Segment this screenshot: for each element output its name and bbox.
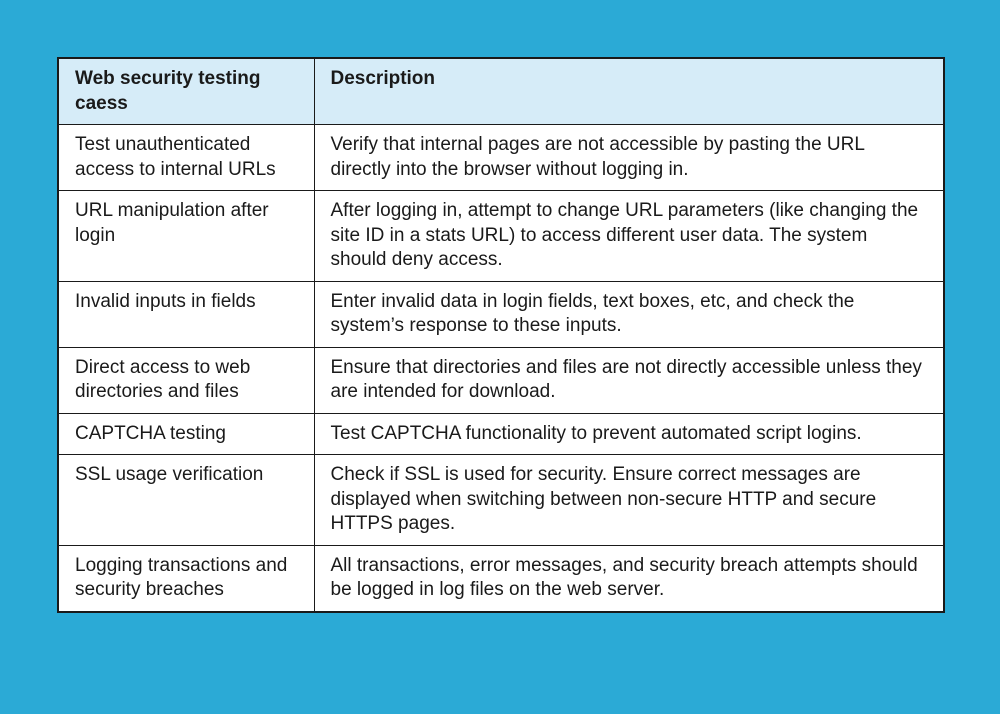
description-cell [314,413,944,455]
table-row [58,347,944,413]
test-case-cell [58,191,314,282]
table-row [58,455,944,546]
description-cell [314,455,944,546]
test-case-label: SSL usage verification [75,464,264,485]
table-row [58,191,944,282]
table-row [58,413,944,455]
table-body [58,125,944,612]
table-row [58,125,944,191]
test-case-cell [58,545,314,612]
description-text: All transactions, error messages, and security breach attempts should be logged in log files on the web server. [330,554,918,600]
test-case-cell [58,281,314,347]
header-cell-description: Description [314,58,944,125]
description-cell [314,125,944,191]
test-case-cell [58,455,314,546]
description-text: Verify that internal pages are not accessible by pasting the URL directly into the browser without logging in. [330,134,865,180]
test-case-cell [58,413,314,455]
test-case-label: Test unauthenticated access to internal URLs [75,134,276,180]
description-cell [314,347,944,413]
table-row [58,545,944,612]
description-text: Enter invalid data in login fields, text boxes, etc, and check the system’s response to these inputs. [330,290,855,336]
description-text: Check if SSL is used for security. Ensure correct messages are displayed when switching between non-secure HTTP and secure HTTPS pages. [330,464,877,534]
test-case-label: Direct access to web directories and files [75,356,251,402]
table-row [58,281,944,347]
table-header-row [58,58,944,125]
test-case-label: CAPTCHA testing [75,422,226,444]
security-testing-table [57,57,945,613]
header-cell-case: Web security testing caess [58,58,314,125]
description-text: After logging in, attempt to change URL parameters (like changing the site ID in a stats URL) to access different user data. The system should deny access. [330,200,919,270]
test-case-cell [58,125,314,191]
test-case-label: Invalid inputs in fields [75,290,256,312]
description-cell [314,191,944,282]
test-case-label: URL manipulation after login [75,200,269,246]
test-case-label: Logging transactions and security breaches [75,554,288,600]
description-text: Test CAPTCHA functionality to prevent automated script logins. [330,422,862,444]
test-case-cell [58,347,314,413]
description-cell [314,545,944,612]
description-text: Ensure that directories and files are not directly accessible unless they are intended for download. [330,356,922,402]
description-cell [314,281,944,347]
